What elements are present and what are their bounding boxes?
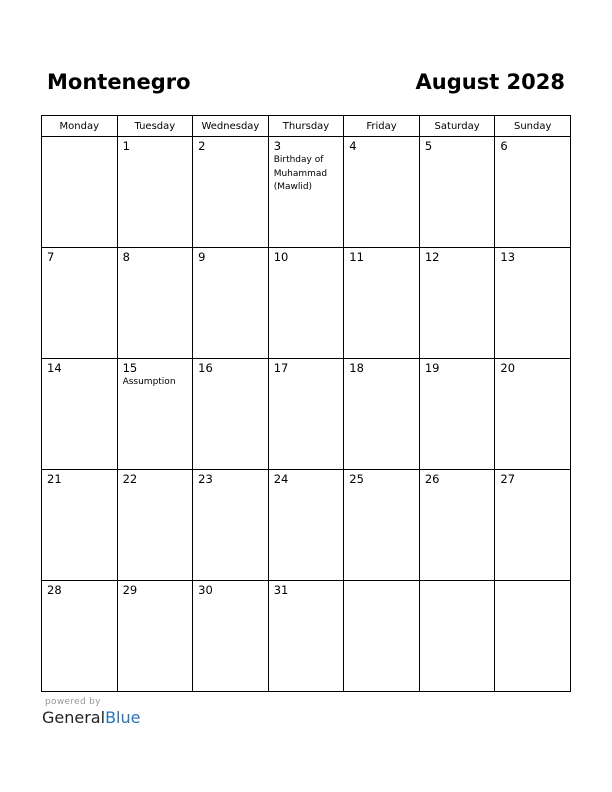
day-cell — [419, 359, 495, 470]
brand-general-text: General — [42, 708, 106, 727]
day-cell — [42, 470, 118, 581]
day-cell — [193, 137, 269, 248]
day-number: 19 — [424, 361, 440, 375]
day-number: 14 — [47, 361, 62, 375]
day-number: 18 — [349, 361, 364, 375]
weekday-wednesday: Wednesday — [193, 116, 269, 137]
day-cell — [419, 137, 495, 248]
day-cell — [268, 359, 344, 470]
day-cell — [495, 470, 571, 581]
day-cell — [268, 581, 344, 692]
day-cell — [268, 470, 344, 581]
holiday-label: Assumption — [122, 377, 176, 387]
day-number: 15 — [122, 361, 138, 375]
country-title: Montenegro — [47, 70, 191, 94]
day-cell — [117, 359, 193, 470]
day-cell — [117, 248, 193, 359]
week-row — [42, 248, 571, 359]
day-number: 26 — [424, 472, 440, 486]
day-number: 7 — [47, 250, 55, 264]
week-row — [42, 137, 571, 248]
day-number: 10 — [273, 250, 289, 264]
day-cell — [495, 359, 571, 470]
day-cell — [42, 581, 118, 692]
day-number: 12 — [424, 250, 440, 264]
brand-blue-text: Blue — [105, 708, 141, 727]
day-number: 3 — [273, 139, 282, 153]
day-number: 24 — [273, 472, 289, 486]
day-cell — [42, 137, 118, 248]
day-cell — [268, 248, 344, 359]
day-cell — [117, 137, 193, 248]
weekday-header-row — [42, 116, 571, 137]
day-number: 28 — [47, 583, 62, 597]
generalblue-logo[interactable] — [42, 708, 140, 727]
day-cell — [193, 581, 269, 692]
day-cell — [117, 581, 193, 692]
day-cell — [495, 248, 571, 359]
powered-by-label: powered by — [45, 697, 101, 707]
day-cell — [495, 137, 571, 248]
day-number: 27 — [500, 472, 516, 486]
day-cell — [42, 248, 118, 359]
weekday-thursday: Thursday — [268, 116, 344, 137]
day-number: 5 — [424, 139, 433, 153]
day-number: 22 — [122, 472, 138, 486]
day-cell — [344, 248, 420, 359]
day-cell — [117, 470, 193, 581]
day-cell — [419, 248, 495, 359]
calendar-grid — [41, 115, 571, 692]
day-number: 29 — [122, 583, 138, 597]
day-cell — [419, 470, 495, 581]
week-row — [42, 581, 571, 692]
day-number: 23 — [198, 472, 213, 486]
day-number: 21 — [47, 472, 62, 486]
weekday-monday: Monday — [42, 116, 118, 137]
day-number: 25 — [349, 472, 364, 486]
month-year-title: August 2028 — [415, 70, 565, 94]
day-number: 11 — [349, 250, 364, 264]
day-number: 2 — [198, 139, 206, 153]
week-row — [42, 359, 571, 470]
holiday-label: Birthday of Muhammad (Mawlid) — [273, 155, 328, 192]
day-cell — [344, 359, 420, 470]
weekday-saturday: Saturday — [419, 116, 495, 137]
weekday-tuesday: Tuesday — [117, 116, 193, 137]
day-cell — [344, 470, 420, 581]
day-number: 4 — [349, 139, 357, 153]
day-cell — [495, 581, 571, 692]
day-cell — [42, 359, 118, 470]
day-cell — [344, 137, 420, 248]
day-cell — [193, 248, 269, 359]
day-number: 6 — [500, 139, 508, 153]
day-cell — [419, 581, 495, 692]
day-number: 8 — [122, 250, 130, 264]
day-number: 30 — [198, 583, 213, 597]
day-number: 20 — [500, 361, 516, 375]
day-number: 16 — [198, 361, 213, 375]
day-number: 13 — [500, 250, 516, 264]
weekday-sunday: Sunday — [495, 116, 571, 137]
day-number: 9 — [198, 250, 206, 264]
day-number: 31 — [273, 583, 289, 597]
day-cell — [193, 359, 269, 470]
calendar-body — [42, 137, 571, 692]
day-cell — [268, 137, 344, 248]
day-number: 1 — [122, 139, 130, 153]
weekday-friday: Friday — [344, 116, 420, 137]
day-cell — [193, 470, 269, 581]
week-row — [42, 470, 571, 581]
day-number: 17 — [273, 361, 289, 375]
day-cell — [344, 581, 420, 692]
